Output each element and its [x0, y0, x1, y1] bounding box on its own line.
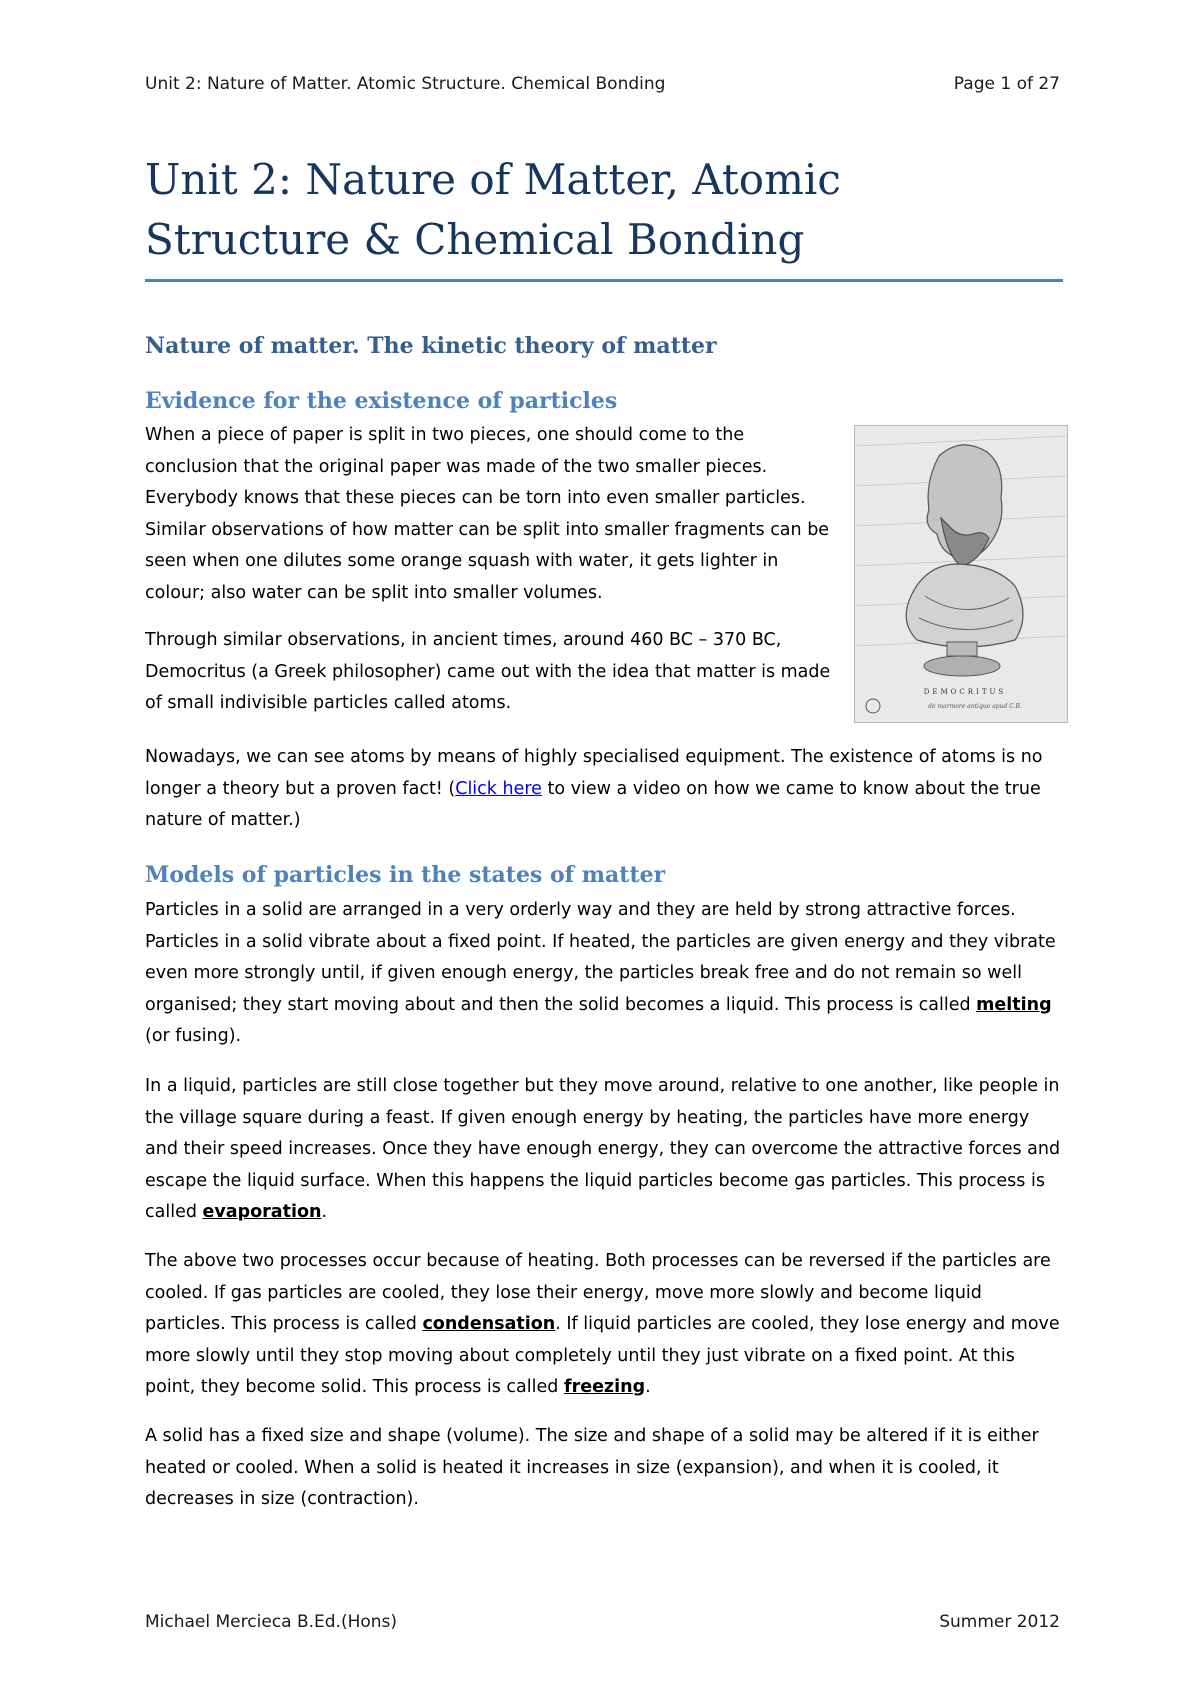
models-paragraph-1: [145, 895, 1065, 1053]
page-header: [145, 74, 1060, 94]
page-number: Page 1 of 27: [953, 74, 1060, 94]
header-title: Unit 2: Nature of Matter. Atomic Structure. Chemical Bonding: [145, 74, 666, 94]
document-title: [145, 150, 1065, 270]
models-p3-text: The above two processes occur because of heating. Both processes can be reversed if the particles are cooled. If gas particles are cooled, they lose their energy, move more slowly and become liquid particles. This process is called: [145, 1251, 1051, 1334]
video-link[interactable]: Click here: [455, 778, 542, 799]
models-paragraph-3: [145, 1246, 1065, 1404]
evaporation-keyword: evaporation: [202, 1202, 322, 1222]
page-footer: [145, 1612, 1060, 1632]
models-p1-end: (or fusing).: [145, 1026, 242, 1046]
evidence-paragraph-1: When a piece of paper is split in two pieces, one should come to the conclusion that the original paper was made of the two smaller pieces. Everybody knows that these pieces can be torn into even smaller particles. Similar observations of how matter can be split into smaller fragments can be seen when one dilutes some orange squash with water, it gets lighter in colour; also water can be split into smaller volumes.: [145, 425, 830, 603]
title-underline: [145, 279, 1063, 282]
freezing-keyword: freezing: [563, 1377, 646, 1397]
evidence-paragraph-2: Through similar observations, in ancient times, around 460 BC – 370 BC, Democritus (a Greek philosopher) came out with the idea that matter is made of small indivisible particles called atoms.: [145, 630, 831, 713]
title-line-2: Structure & Chemical Bonding: [145, 215, 805, 264]
models-paragraph-4: A solid has a fixed size and shape (volume). The size and shape of a solid may be altered if it is either heated or cooled. When a solid is heated it increases in size (expansion), and when it is cooled, it decreases in size (contraction).: [145, 1426, 1039, 1509]
models-paragraph-2: [145, 1071, 1065, 1229]
models-heading: Models of particles in the states of matter: [145, 862, 666, 888]
evidence-heading: Evidence for the existence of particles: [145, 388, 618, 414]
evidence-p3-text-1: Nowadays, we can see atoms by means of highly specialised equipment. The existence of atoms is no longer a theory but a proven fact! (: [145, 747, 1043, 799]
author: Michael Mercieca B.Ed.(Hons): [145, 1612, 398, 1632]
portrait-subcaption: de marmore antiquo apud C.B.: [928, 703, 1022, 710]
date: Summer 2012: [939, 1612, 1060, 1632]
democritus-bust-image: [855, 426, 1067, 722]
models-p2-end: .: [321, 1202, 328, 1222]
democritus-portrait: [854, 425, 1068, 723]
models-p1-text: Particles in a solid are arranged in a very orderly way and they are held by strong attractive forces. Particles in a solid vibrate about a fixed point. If heated, the particles are given energy and they vibrate even more strongly until, if given enough energy, the particles break free and do not remain so well organised; they start moving about and then the solid becomes a liquid. This process is called: [145, 900, 1056, 1015]
evidence-p3-text-2: to view a video on how we came to know about the true nature of matter.): [145, 778, 1041, 830]
melting-keyword: melting: [976, 994, 1052, 1015]
models-p2-text: In a liquid, particles are still close together but they move around, relative to one another, like people in the village square during a feast. If given enough energy by heating, the particles have more energy and their speed increases. Once they have enough energy, they can overcome the attractive forces and escape the liquid surface. When this happens the liquid particles become gas particles. This process is called: [145, 1076, 1061, 1222]
title-line-1: Unit 2: Nature of Matter, Atomic: [145, 155, 841, 204]
evidence-paragraph-3: [145, 742, 1065, 837]
condensation-keyword: condensation: [422, 1314, 556, 1334]
section-heading: Nature of matter. The kinetic theory of matter: [145, 333, 717, 359]
models-p3-middle: . If liquid particles are cooled, they lose energy and move more slowly until they stop moving about completely until they just vibrate on a fixed point. At this point, they become solid. This process is called: [145, 1314, 1060, 1397]
portrait-caption: DEMOCRITUS: [923, 688, 1007, 696]
models-p3-end: .: [645, 1377, 651, 1397]
